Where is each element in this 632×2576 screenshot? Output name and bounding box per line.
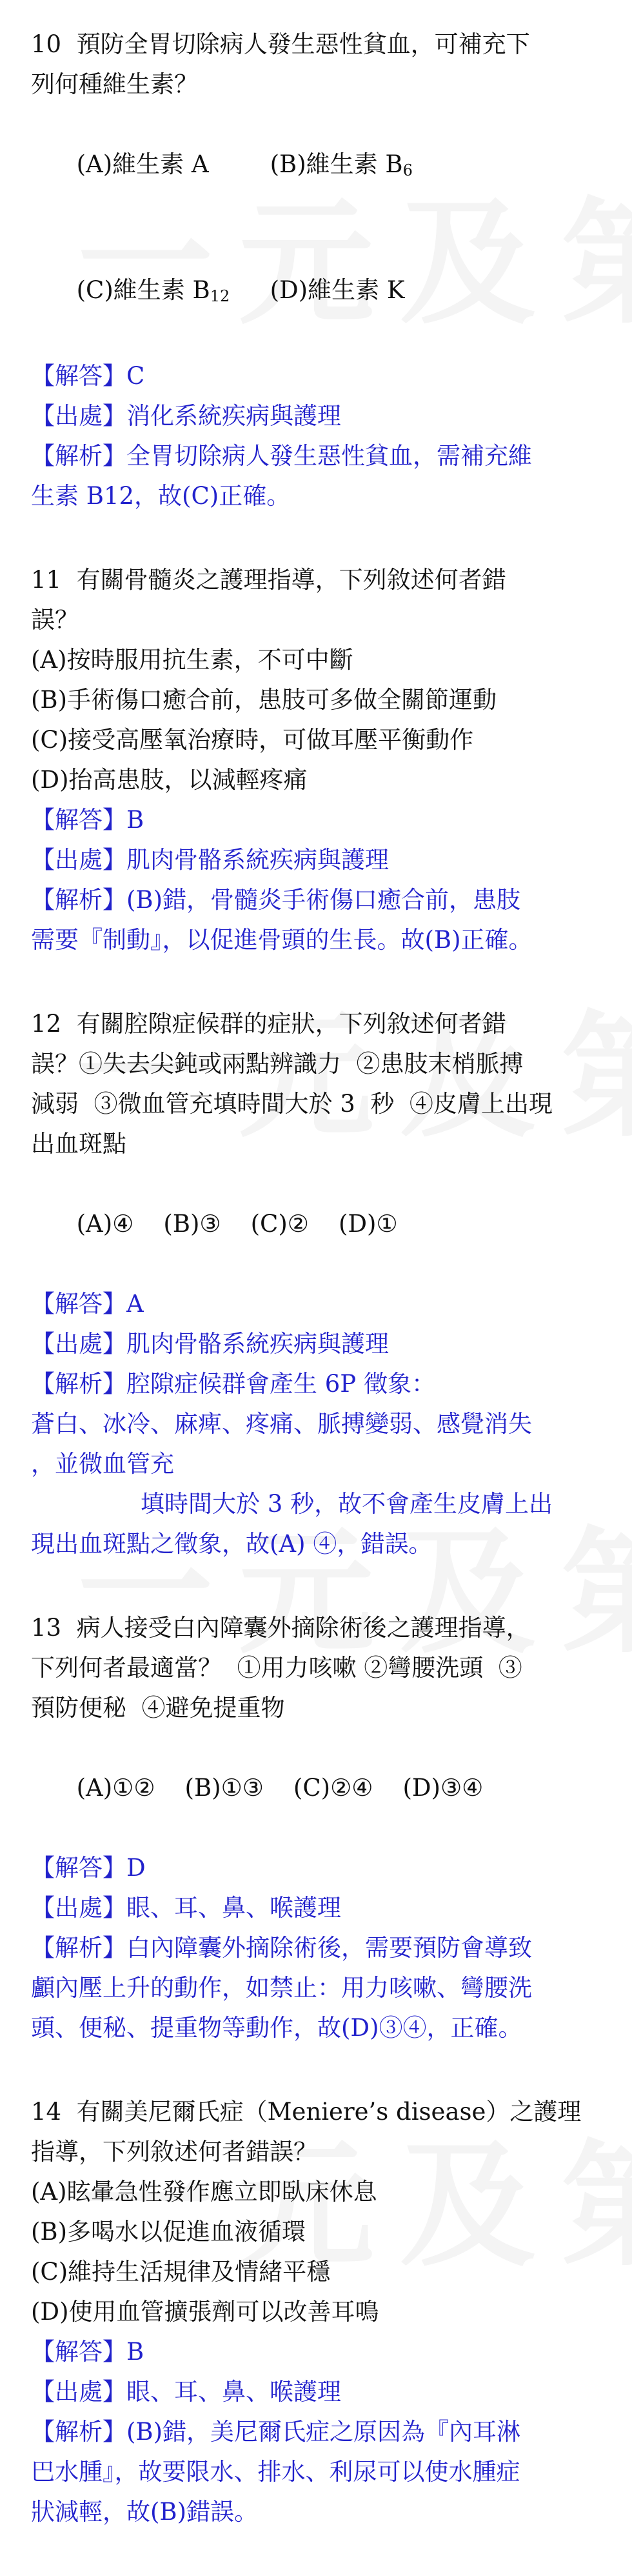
option-a: (A)眩暈急性發作應立即臥床休息 bbox=[31, 2178, 377, 2206]
source-value: 消化系統疾病與護理 bbox=[126, 402, 341, 430]
answer-value: C bbox=[126, 362, 145, 390]
option-d: (D)抬高患肢，以減輕疼痛 bbox=[31, 766, 308, 794]
explain-label: 【解析】 bbox=[31, 1370, 126, 1398]
source-label: 【出處】 bbox=[31, 2378, 126, 2406]
source-label: 【出處】 bbox=[31, 402, 126, 430]
explain-label: 【解析】 bbox=[31, 442, 126, 470]
explain-line: 蒼白、冰冷、麻痺、疼痛、脈搏變弱、感覺消失 bbox=[31, 1410, 532, 1438]
explain-line: 顱內壓上升的動作，如禁止：用力咳嗽、彎腰洗 bbox=[31, 1974, 532, 2002]
question-stem-line: 預防便秘 ④避免提重物 bbox=[31, 1694, 285, 1722]
option-d: (D)使用血管擴張劑可以改善耳鳴 bbox=[31, 2298, 379, 2326]
option-c: (C)接受高壓氧治療時，可做耳壓平衡動作 bbox=[31, 726, 474, 754]
option-b: (B)①③ bbox=[184, 1774, 264, 1802]
explain-label: 【解析】 bbox=[31, 886, 126, 914]
question-stem-line: 指導，下列敘述何者錯誤？ bbox=[31, 2138, 317, 2166]
option-b: (B)③ bbox=[163, 1210, 221, 1238]
option-d: (D)維生素 K bbox=[270, 276, 405, 304]
answer-line bbox=[31, 800, 605, 840]
source-line bbox=[31, 1324, 605, 1364]
explain-label: 【解析】 bbox=[31, 2418, 126, 2446]
options-row bbox=[31, 1164, 605, 1284]
explain-text: (B)錯，美尼爾氏症之原因為『內耳淋 bbox=[126, 2418, 521, 2446]
explain-line: 填時間大於 3 秒，故不會產生皮膚上出 bbox=[141, 1490, 553, 1518]
option-a: (A)①② bbox=[76, 1774, 155, 1802]
question-stem-line: 13 病人接受白內障囊外摘除術後之護理指導， bbox=[31, 1614, 530, 1642]
source-label: 【出處】 bbox=[31, 1330, 126, 1358]
answer-value: D bbox=[126, 1854, 146, 1882]
question-stem-line: 減弱 ③微血管充填時間大於 3 秒 ④皮膚上出現 bbox=[31, 1090, 553, 1118]
option-a: (A)維生素 A bbox=[76, 150, 209, 178]
options-row bbox=[31, 105, 605, 230]
option-b: (B)多喝水以促進血液循環 bbox=[31, 2218, 306, 2246]
explain-text: 白內障囊外摘除術後，需要預防會導致 bbox=[126, 1934, 532, 1962]
question-stem-line: 14 有關美尼爾氏症（Meniere’s disease）之護理 bbox=[31, 2098, 582, 2126]
option-c: (C)維生素 $B_{12}$ bbox=[76, 276, 230, 305]
option-b: (B)維生素 $B_6$ bbox=[270, 150, 413, 179]
answer-label: 【解答】 bbox=[31, 806, 126, 834]
explain-line bbox=[31, 1928, 605, 1968]
question-stem-line: 12 有關腔隙症候群的症狀，下列敘述何者錯 bbox=[31, 1010, 506, 1038]
source-value: 眼、耳、鼻、喉護理 bbox=[126, 2378, 341, 2406]
explain-text: 全胃切除病人發生惡性貧血，需補充維 bbox=[126, 442, 532, 470]
option-c: (C)② bbox=[250, 1210, 309, 1238]
options-row bbox=[31, 1728, 605, 1848]
answer-label: 【解答】 bbox=[31, 1290, 126, 1318]
explain-line bbox=[31, 436, 605, 476]
answer-line bbox=[31, 1284, 605, 1324]
explain-line bbox=[31, 1364, 605, 1404]
question-14 bbox=[31, 2092, 605, 2532]
option-c: (C)維持生活規律及情緒平穩 bbox=[31, 2258, 331, 2286]
question-stem-line: 11 有關骨髓炎之護理指導，下列敘述何者錯 bbox=[31, 566, 506, 594]
answer-label: 【解答】 bbox=[31, 362, 126, 390]
source-label: 【出處】 bbox=[31, 1894, 126, 1922]
question-stem-line: 誤？①失去尖鈍或兩點辨識力 ②患肢末梢脈搏 bbox=[31, 1050, 524, 1078]
explain-line: 現出血斑點之徵象，故(A) ④，錯誤。 bbox=[31, 1530, 433, 1558]
source-line bbox=[31, 1888, 605, 1928]
exam-page bbox=[31, 25, 605, 2576]
source-line bbox=[31, 2372, 605, 2412]
question-stem-line: 出血斑點 bbox=[31, 1130, 126, 1158]
explain-line: 狀減輕，故(B)錯誤。 bbox=[31, 2498, 259, 2526]
explain-label: 【解析】 bbox=[31, 1934, 126, 1962]
question-10 bbox=[31, 25, 605, 516]
option-d: (D)① bbox=[338, 1210, 398, 1238]
answer-label: 【解答】 bbox=[31, 2338, 126, 2366]
question-stem-line: 下列何者最適當？ ①用力咳嗽 ②彎腰洗頭 ③ bbox=[31, 1654, 522, 1682]
answer-line bbox=[31, 356, 605, 396]
question-11 bbox=[31, 560, 605, 960]
answer-line bbox=[31, 1848, 605, 1888]
question-stem-line: 列何種維生素？ bbox=[31, 70, 198, 98]
option-c: (C)②④ bbox=[293, 1774, 373, 1802]
explain-line bbox=[31, 2412, 605, 2452]
explain-line: 需要『制動』，以促進骨頭的生長。故(B)正確。 bbox=[31, 926, 533, 954]
explain-text: 腔隙症候群會產生 6P 徵象： bbox=[126, 1370, 435, 1398]
answer-line bbox=[31, 2332, 605, 2372]
source-label: 【出處】 bbox=[31, 846, 126, 874]
answer-value: A bbox=[126, 1290, 144, 1318]
question-12 bbox=[31, 1004, 605, 1564]
answer-label: 【解答】 bbox=[31, 1854, 126, 1882]
option-b: (B)手術傷口癒合前，患肢可多做全關節運動 bbox=[31, 686, 497, 714]
explain-line: 頭、便秘、提重物等動作，故(D)③④，正確。 bbox=[31, 2014, 522, 2042]
source-value: 肌肉骨骼系統疾病與護理 bbox=[126, 846, 389, 874]
option-d: (D)③④ bbox=[402, 1774, 484, 1802]
explain-text: (B)錯，骨髓炎手術傷口癒合前，患肢 bbox=[126, 886, 521, 914]
explain-line: ，並微血管充 bbox=[31, 1450, 174, 1478]
explain-line: 生素 B12，故(C)正確。 bbox=[31, 482, 291, 510]
answer-value: B bbox=[126, 806, 144, 834]
option-a: (A)按時服用抗生素，不可中斷 bbox=[31, 646, 353, 674]
explain-line bbox=[31, 880, 605, 920]
option-a: (A)④ bbox=[76, 1210, 134, 1238]
options-row bbox=[31, 230, 605, 356]
source-value: 眼、耳、鼻、喉護理 bbox=[126, 1894, 341, 1922]
answer-value: B bbox=[126, 2338, 144, 2366]
source-value: 肌肉骨骼系統疾病與護理 bbox=[126, 1330, 389, 1358]
question-13 bbox=[31, 1608, 605, 2048]
explain-line: 巴水腫』，故要限水、排水、利尿可以使水腫症 bbox=[31, 2458, 520, 2486]
question-stem-line: 誤？ bbox=[31, 606, 79, 634]
question-stem-line: 10 預防全胃切除病人發生惡性貧血，可補充下 bbox=[31, 30, 530, 58]
source-line bbox=[31, 396, 605, 436]
source-line bbox=[31, 840, 605, 880]
